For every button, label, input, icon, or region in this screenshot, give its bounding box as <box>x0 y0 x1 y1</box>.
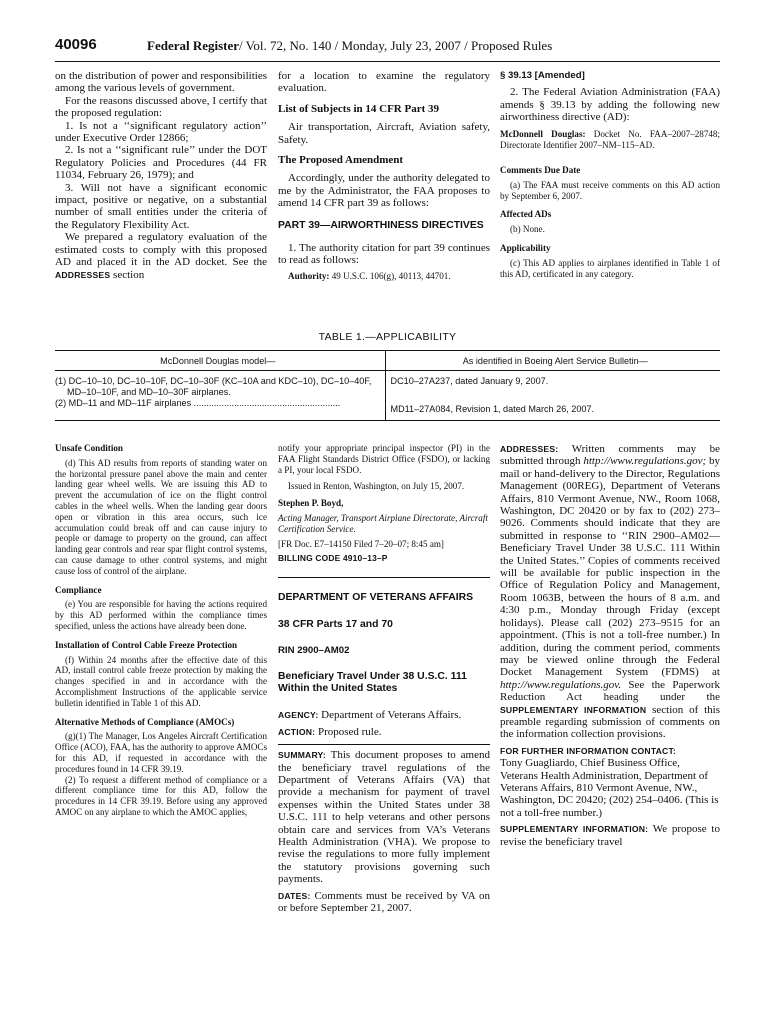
table-row <box>55 371 720 398</box>
addresses-text: See the Paperwork Reduction Act heading under the <box>500 678 720 704</box>
section-divider <box>278 744 490 745</box>
paragraph: (e) You are responsible for having the actions required by this AD performed within the compliance times specified, unless the actions have already been done. <box>55 599 267 631</box>
addresses <box>500 443 720 741</box>
section-heading: Affected ADs <box>500 209 552 220</box>
addresses-ref: ADDRESSES <box>55 269 111 280</box>
bottom-column-2 <box>278 443 490 914</box>
paragraph: (a) The FAA must receive comments on this AD action by September 6, 2007. <box>500 179 720 201</box>
paragraph: for a location to examine the regulatory evaluation. <box>278 70 490 95</box>
paragraph: Accordingly, under the authority delegated to me by the Administrator, the FAA proposes to amend 14 CFR part 39 as follows: <box>278 172 490 210</box>
billing-code: BILLING CODE 4910–13–P <box>278 553 388 564</box>
issued-line: Issued in Renton, Washington, on July 15, 2007. <box>288 481 465 492</box>
table-header: As identified in Boeing Alert Service Bulletin— <box>385 351 720 371</box>
running-head <box>147 38 552 54</box>
regulations-link[interactable]: http://www.regulations.gov; <box>583 455 707 468</box>
paragraph: 3. Will not have a significant economic impact, positive or negative, on a substantial number of small entities under the criteria of the Regulatory Flexibility Act. <box>55 181 267 231</box>
ad-identifier <box>500 129 720 151</box>
applicability-table <box>55 350 720 421</box>
addresses-text: section of this preamble regarding submission of comments on the information collection provisions. <box>500 703 721 741</box>
issue-info: / Vol. 72, No. 140 / Monday, July 23, 2007 / Proposed Rules <box>239 38 553 53</box>
addresses-label: ADDRESSES: <box>500 444 559 454</box>
section-heading: Applicability <box>500 243 551 253</box>
paragraph: For the reasons discussed above, I certify that the proposed regulation: <box>55 94 267 120</box>
journal-name: Federal Register <box>147 38 240 53</box>
section-heading: Comments Due Date <box>500 165 581 176</box>
paragraph: notify your appropriate principal inspector (PI) in the FAA Flight Standards District Office (FSDO), or lacking a PI, your local FSDO. <box>278 443 490 475</box>
part-heading: PART 39—AIRWORTHINESS DIRECTIVES <box>278 219 484 231</box>
summary-text: This document proposes to amend the beneficiary travel regulations of the Department of Veterans Affairs (VA) that provide a mechanism for payment of travel expenses within the United States under 38 U.S.C. 111 to help veterans and other persons obtain care and services from VA’s Veterans Health Administration (VHA). We propose to revise the regulations to more fully implement the statutory provisions governing such payments. <box>278 749 490 886</box>
table-cell: DC10–27A237, dated January 9, 2007. <box>390 376 549 386</box>
paragraph-text: section <box>113 268 145 281</box>
regulations-link[interactable]: http://www.regulations.gov. <box>500 678 622 691</box>
table-cell: (1) DC–10–10, DC–10–10F, DC–10–30F (KC–10A and KDC–10), DC–10–40F, MD–10–10F, and MD–10–30F airplanes. <box>55 371 385 398</box>
paragraph <box>55 231 267 281</box>
table-cell: MD11–27A084, Revision 1, dated March 26, 2007. <box>385 398 720 421</box>
paragraph: 1. The authority citation for part 39 continues to read as follows: <box>278 241 490 267</box>
paragraph: Air transportation, Aircraft, Aviation safety, Safety. <box>278 121 490 146</box>
supplementary-ref: SUPPLEMENTARY INFORMATION <box>500 704 647 715</box>
authority-citation <box>278 271 490 282</box>
paragraph: (c) This AD applies to airplanes identified in Table 1 of this AD, certificated in any category. <box>500 257 720 279</box>
action-line <box>278 726 490 738</box>
top-column-3 <box>500 70 720 279</box>
section-heading: Alternative Methods of Compliance (AMOCs) <box>55 716 235 727</box>
action-label: ACTION: <box>278 726 316 737</box>
paragraph: 1. Is not a ‘‘significant regulatory action’’ under Executive Order 12866; <box>55 119 267 145</box>
section-heading: Compliance <box>55 584 102 595</box>
section-heading: The Proposed Amendment <box>278 154 404 167</box>
paragraph: (f) Within 24 months after the effective date of this AD, install control cable freeze protection by making the changes specified in and in accordance with the Accomplishment Instructions of the applicable service bulletin identified in Table 1 of this AD. <box>55 654 267 708</box>
agency-label: AGENCY: <box>278 710 319 721</box>
running-header <box>55 36 720 62</box>
dates-label: DATES: <box>278 890 311 901</box>
paragraph: 2. The Federal Aviation Administration (FAA) amends § 39.13 by adding the following new airworthiness directive (AD): <box>500 86 720 124</box>
section-heading: List of Subjects in 14 CFR Part 39 <box>278 102 440 115</box>
section-heading: § 39.13 [Amended] <box>500 70 585 81</box>
cfr-parts: 38 CFR Parts 17 and 70 <box>278 618 393 630</box>
table-title: TABLE 1.—APPLICABILITY <box>318 331 457 343</box>
summary <box>278 749 490 885</box>
dates-text: Comments must be received by VA on or before September 21, 2007. <box>278 889 491 915</box>
section-divider <box>278 577 490 578</box>
bottom-column-3 <box>500 443 720 848</box>
paragraph: (g)(1) The Manager, Los Angeles Aircraft Certification Office (ACO), FAA, has the authority to approve AMOCs for this AD, if requested in accordance with the procedures found in 14 CFR 39.19. <box>55 731 267 774</box>
rin-number: RIN 2900–AM02 <box>278 644 350 656</box>
rule-title: Beneficiary Travel Under 38 U.S.C. 111 Within the United States <box>278 670 467 695</box>
paragraph: (2) To request a different method of compliance or a different compliance time for this AD, follow the procedures in 14 CFR 39.19. Before using any approved AMOC on any airplane to which the AMOC applies, <box>55 774 267 817</box>
supplementary-text: We propose to revise the beneficiary travel <box>500 823 720 848</box>
dates <box>278 890 490 915</box>
bottom-column-1 <box>55 443 267 818</box>
authority-text: 49 U.S.C. 106(g), 40113, 44701. <box>331 270 451 281</box>
agency-text: Department of Veterans Affairs. <box>321 709 462 722</box>
table-header: McDonnell Douglas model— <box>55 351 385 371</box>
signer-title: Acting Manager, Transport Airplane Directorate, Aircraft Certification Service. <box>278 512 488 534</box>
paragraph-text: We prepared a regulatory evaluation of the estimated costs to comply with this proposed AD and placed it in the AD docket. See the <box>55 231 267 269</box>
further-info-label: FOR FURTHER INFORMATION CONTACT: <box>500 745 677 756</box>
supplementary-info <box>500 823 720 848</box>
section-heading: Unsafe Condition <box>55 443 123 453</box>
paragraph: (d) This AD results from reports of standing water on the horizontal pressure panel above the main and center landing gear wheel wells. We are issuing this AD to prevent the accumulation of ice on the flight control cables in the wheel wells. When the landing gear doors open or vibration in this area occurs, such ice accumulation could break off and can cause injury to people or damage to property on the ground, can affect landing gear controls and rear spar flight control systems, can cause damage to other control systems, and might cause loss of control of the airplane. <box>55 457 267 576</box>
agency-line <box>278 709 490 721</box>
ad-label: McDonnell Douglas: <box>500 129 586 140</box>
paragraph: (b) None. <box>510 224 545 235</box>
authority-label: Authority: <box>288 270 330 281</box>
page-number: 40096 <box>55 36 97 53</box>
addresses-text: Written comments may be submitted through <box>500 443 720 468</box>
department-heading: DEPARTMENT OF VETERANS AFFAIRS <box>278 592 474 604</box>
top-column-2 <box>278 70 490 281</box>
signer-name: Stephen P. Boyd, <box>278 498 344 509</box>
action-text: Proposed rule. <box>317 725 382 738</box>
section-heading: Installation of Control Cable Freeze Protection <box>55 639 238 650</box>
supplementary-label: SUPPLEMENTARY INFORMATION: <box>500 824 649 835</box>
further-info <box>500 745 720 819</box>
paragraph: 2. Is not a ‘‘significant rule’’ under the DOT Regulatory Policies and Procedures (44 FR 11034, February 26, 1979); and <box>55 144 267 182</box>
paragraph: on the distribution of power and responsibilities among the various levels of government. <box>55 70 267 95</box>
table-cell: (2) MD–11 and MD–11F airplanes .......................................................... <box>55 398 385 421</box>
fr-doc-line: [FR Doc. E7–14150 Filed 7–20–07; 8:45 am] <box>278 538 444 549</box>
table-row <box>55 398 720 421</box>
addresses-text: by mail or hand-delivery to the Director, Regulations Management (00REG), Department of Veterans Affairs, 810 Vermont Avenue, NW., Room 1068, Washington, DC 20420 or by fax to (202) 273–9026. Comments should indicate that they are submitted in response to ‘‘RIN 2900–AM02—Beneficiary Travel Under 38 U.S.C. 111 Within the United States.’’ Copies of comments received will be available for public inspection in the Office of Regulation Policy and Management, Room 1063B, between the hours of 8 a.m. and 4:30 p.m., Monday through Friday (except holidays). Please call (202) 273–9515 for an appointment. (This is not a toll-free number.) In addition, during the comment period, comments may be viewed online through the Federal Docket Management System (FDMS) at <box>500 455 721 679</box>
further-info-text: Tony Guagliardo, Chief Business Office, Veterans Health Administration, Department of Veterans Affairs, 810 Vermont Avenue, NW., Washington, DC 20420; (202) 254–0406. (This is not a toll-free number.) <box>500 757 719 819</box>
top-column-1 <box>55 70 267 281</box>
ad-text: Docket No. FAA–2007–28748; Directorate Identifier 2007–NM–115–AD. <box>500 129 720 151</box>
summary-label: SUMMARY: <box>278 750 326 761</box>
